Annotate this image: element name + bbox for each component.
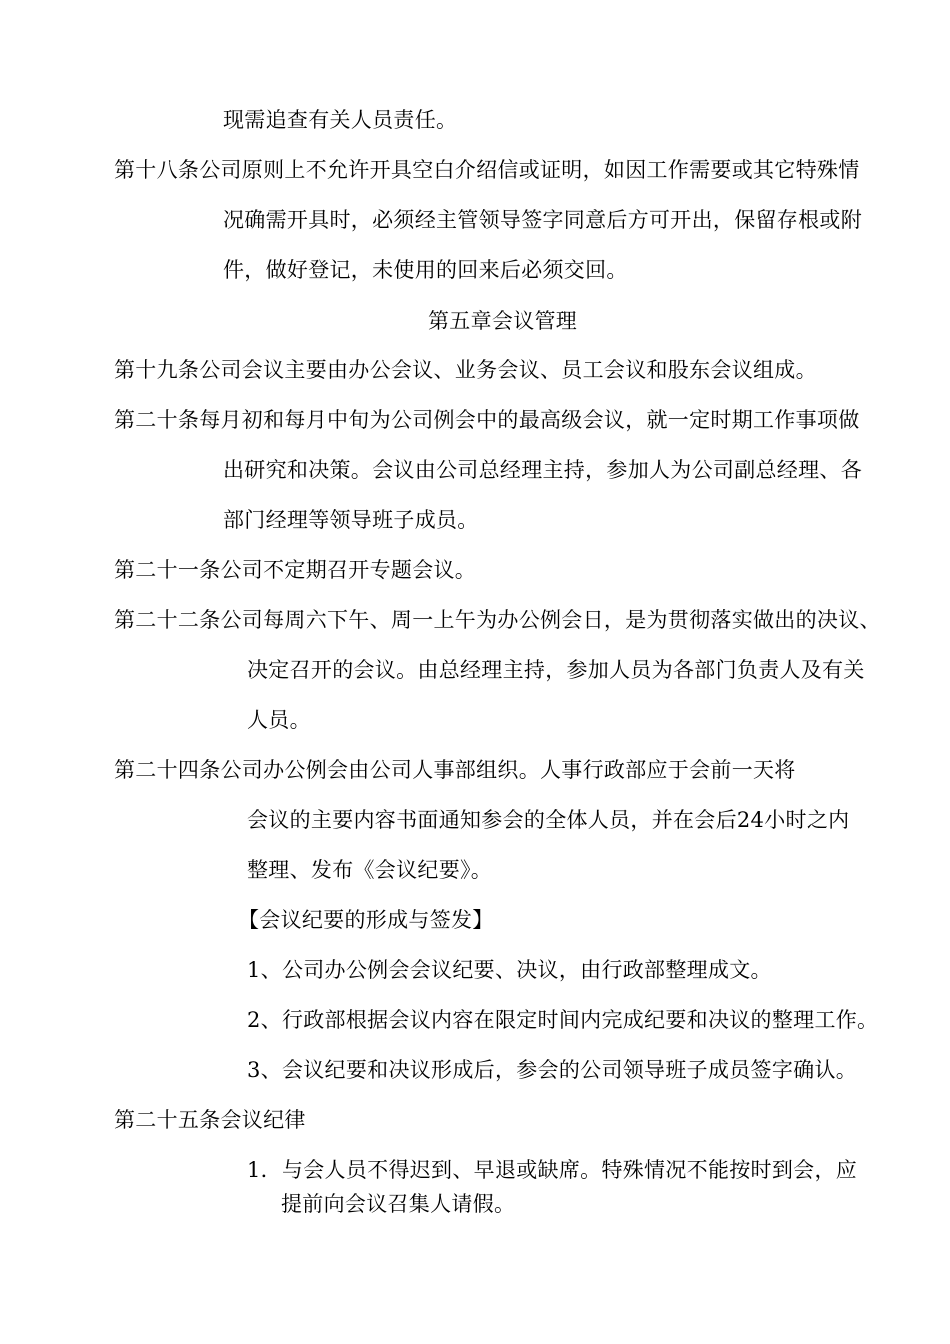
text-line: 现需追查有关人员责任。 [223,108,458,132]
text-line: 会议的主要内容书面通知参会的全体人员，并在会后24小时之内 [247,808,850,832]
list-item: 1、公司办公例会会议纪要、决议，由行政部整理成文。 [247,958,772,982]
text-line: 部门经理等领导班子成员。 [223,508,479,532]
article-21-line: 第二十一条公司不定期召开专题会议。 [114,558,477,582]
list-item: 1．与会人员不得迟到、早退或缺席。特殊情况不能按时到会，应 [247,1158,858,1182]
text-line: 况确需开具时，必须经主管领导签字同意后方可开出，保留存根或附 [223,208,862,232]
text-line: 件，做好登记，未使用的回来后必须交回。 [223,258,628,282]
article-25-line: 第二十五条会议纪律 [114,1108,306,1132]
list-item: 3、会议纪要和决议形成后，参会的公司领导班子成员签字确认。 [247,1058,858,1082]
text-line: 提前向会议召集人请假。 [281,1192,516,1216]
text-line: 出研究和决策。会议由公司总经理主持，参加人为公司副总经理、各 [223,458,862,482]
article-24-line: 第二十四条公司办公例会由公司人事部组织。人事行政部应于会前一天将 [114,758,796,782]
article-19-line: 第十九条公司会议主要由办公会议、业务会议、员工会议和股东会议组成。 [114,358,817,382]
article-22-line: 第二十二条公司每周六下午、周一上午为办公例会日，是为贯彻落实做出的决议、 [114,608,881,632]
text-line: 决定召开的会议。由总经理主持，参加人员为各部门负责人及有关 [247,658,865,682]
article-18-line: 第十八条公司原则上不允许开具空白介绍信或证明，如因工作需要或其它特殊情 [114,158,860,182]
article-20-line: 第二十条每月初和每月中旬为公司例会中的最高级会议，就一定时期工作事项做 [114,408,860,432]
text-line: 整理、发布《会议纪要》。 [247,858,493,882]
section-subheading: 【会议纪要的形成与签发】 [238,908,494,932]
list-item: 2、行政部根据会议内容在限定时间内完成纪要和决议的整理工作。 [247,1008,879,1032]
text-line: 人员。 [247,708,311,732]
chapter-heading: 第五章会议管理 [428,309,578,333]
